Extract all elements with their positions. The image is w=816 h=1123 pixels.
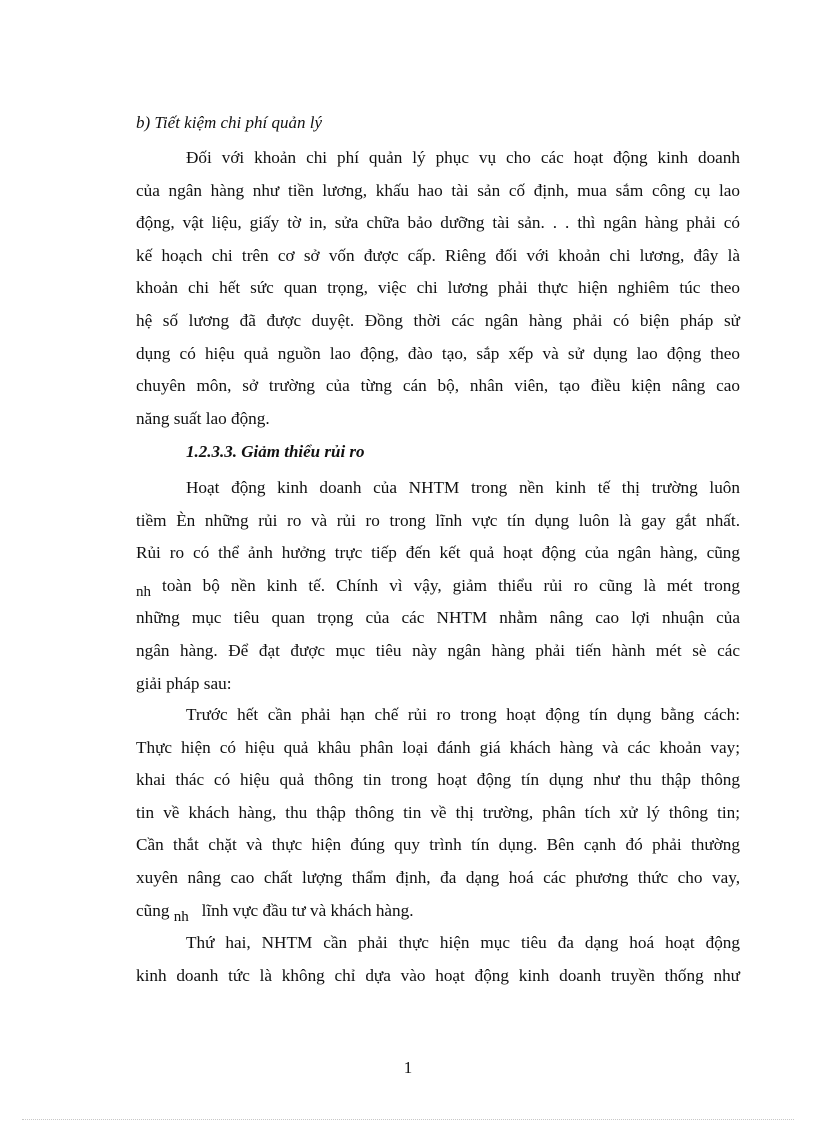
- text-line: xuyên nâng cao chất lượng thẩm định, đa dạng hoá các phương thức cho vay,: [136, 867, 740, 887]
- paragraph-risk: [136, 472, 740, 700]
- text-line: giải pháp sau:: [136, 673, 232, 693]
- text-line: Đối với khoản chi phí quản lý phục vụ cho các hoạt động kinh doanh: [186, 148, 740, 167]
- text-line: Thứ hai, NHTM cần phải thực hiện mục tiêu đa dạng hoá hoạt động: [186, 933, 740, 952]
- text-line: kế hoạch chi trên cơ sở vốn được cấp. Riêng đối với khoản chi lương, đây là: [136, 245, 740, 265]
- text-line: khoản chi hết sức quan trọng, việc chi lương phải thực hiện nghiêm túc theo: [136, 278, 740, 298]
- text-line: ngân hàng. Để đạt được mục tiêu này ngân hàng phải tiến hành mét sè các: [136, 640, 740, 660]
- text-line: của ngân hàng như tiền lương, khấu hao tài sản cố định, mua sắm công cụ lao: [136, 180, 740, 200]
- text-line: tin về khách hàng, thu thập thông tin về thị trường, phân tích xử lý thông tin;: [136, 802, 740, 822]
- text-line: Trước hết cần phải hạn chế rủi ro trong hoạt động tín dụng bằng cách:: [186, 705, 740, 724]
- ocr-fragment: nh: [173, 908, 189, 925]
- paragraph-credit-risk: [136, 699, 740, 927]
- sub-heading: b) Tiết kiệm chi phí quản lý: [136, 113, 323, 132]
- text-line: Cần thắt chặt và thực hiện đúng quy trình tín dụng. Bên cạnh đó phải thường: [136, 835, 740, 855]
- text-fragment: lĩnh vực đầu tư và khách hàng.: [188, 900, 414, 920]
- text-fragment: cũng: [136, 900, 174, 920]
- text-line: năng suất lao động.: [136, 408, 270, 428]
- text-line: những mục tiêu quan trọng của các NHTM nhằm nâng cao lợi nhuận của: [136, 608, 740, 628]
- paragraph-diversification: [136, 927, 740, 992]
- text-line: khai thác có hiệu quả thông tin trong hoạt động tín dụng như thu thập thông: [136, 770, 740, 790]
- text-line: dụng có hiệu quả nguồn lao động, đào tạo, sắp xếp và sử dụng lao động theo: [136, 343, 740, 363]
- text-line: Hoạt động kinh doanh của NHTM trong nền kinh tế thị trường luôn: [186, 478, 740, 497]
- text-line: tiềm Èn những rủi ro và rủi ro trong lĩnh vực tín dụng luôn là gay gắt nhất.: [136, 510, 740, 530]
- text-line: hệ số lương đã được duyệt. Đồng thời các ngân hàng phải có biện pháp sử: [136, 310, 740, 330]
- text-line: [136, 570, 740, 603]
- text-line: động, vật liệu, giấy tờ in, sửa chữa bảo dưỡng tài sản. . . thì ngân hàng phải có: [136, 213, 740, 233]
- page-bottom-rule: [22, 1119, 794, 1120]
- text-line: kinh doanh tức là không chỉ dựa vào hoạt động kinh doanh truyền thống như: [136, 965, 740, 985]
- section-heading: 1.2.3.3. Giảm thiểu rủi ro: [186, 442, 365, 461]
- text-line: chuyên môn, sở trường của từng cán bộ, nhân viên, tạo điều kiện nâng cao: [136, 376, 740, 396]
- ocr-fragment: nh: [136, 583, 151, 600]
- text-line: Rủi ro có thể ảnh hưởng trực tiếp đến kết quả hoạt động của ngân hàng, cũng: [136, 543, 740, 563]
- text-line: [136, 895, 740, 928]
- page-number: 1: [403, 1058, 413, 1077]
- paragraph-management-costs: [136, 142, 740, 435]
- text-line: Thực hiện có hiệu quả khâu phân loại đánh giá khách hàng và các khoản vay;: [136, 737, 740, 757]
- text-fragment: toàn bộ nền kinh tế. Chính vì vậy, giảm thiểu rủi ro cũng là mét trong: [151, 575, 740, 595]
